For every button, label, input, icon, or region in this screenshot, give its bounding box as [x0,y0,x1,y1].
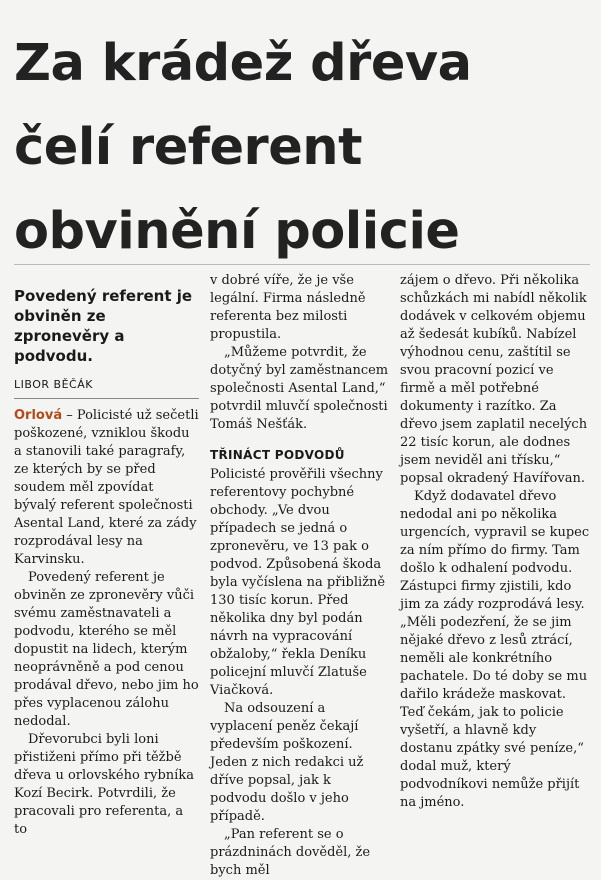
headline [14,22,594,274]
body-paragraph: Dřevorubci byli loni přistiženi přímo při těžbě dřeva u orlovského rybníka Kozí Becirk. Potvrdili, že pracovali pro referenta, a to [14,732,194,837]
body-paragraph: Povedený referent je obviněn ze zpronevěry vůči svému zaměstnavateli a podvodu, kterého se měl dopustit na lidech, kterým neoprávněně a pod cenou prodával dřevo, nebo jim ho přes vyplacenou zálohu nedodal. [14,570,199,729]
body-paragraph: Na odsouzení a vyplacení peněz čekají především poškození. Jeden z nich redakci už dříve popsal, jak k podvodu došlo v jeho případě. [210,701,364,824]
headline-line-3: obvinění policie [14,202,460,261]
body-text: – Policisté už sečetli poškozené, vzniklou škodu a stanovili také paragrafy, ze kterých by se před soudem měl zpovídat bývalý referent společnosti Asental Land, které za zády rozprodával lesy na Karvinsku. [14,408,199,567]
column-1 [14,276,199,839]
body-paragraph: zájem o dřevo. Při několika schůzkách mi nabídl několik dodávek v celkovém objemu až šedesát kubíků. Nabízel výhodnou cenu, zaštítil se svou pracovní pozicí ve firmě a měl potřebné dokumenty i razítko. Za dřevo jsem zaplatil necelých 22 tisíc korun, ale dodnes jsem neviděl ani třísku,“ popsal okradený Havířovan. [400,273,588,486]
body-paragraph: „Pan referent se o prázdninách dověděl, že bych měl [210,827,371,878]
body-paragraph: Policisté prověřili všechny referentovy pochybné obchody. „Ve dvou případech se jedná o zpronevěru, ve 13 pak o podvod. Způsobená škoda byla vyčíslena na přibližně 130 tisíc korun. Před několika dny byl podán návrh na vypracování obžaloby,“ řekla Deníku policejní mluvčí Zlatuše Viačková. [210,467,386,698]
body-paragraph [14,407,199,569]
column-2 [210,272,390,880]
body-paragraph: Když dodavatel dřevo nedodal ani po několika urgencích, vypravil se kupec za ním přímo do firmy. Tam došlo k odhalení podvodu. Zástupci firmy zjistili, kdo jim za zády rozprodává lesy. „Měli podezření, že se jim nějaké dřevo z lesů ztrácí, neměli ale konkrétního pachatele. Do té doby se mu dařilo krádeže maskovat. Teď čekám, jak to policie vyšetří, a hlavně kdy dostanu zpátky své peníze,“ dodal muž, který podvodníkovi nemůže přijít na jméno. [400,489,590,810]
dateline-place: Orlová [14,408,63,423]
byline: LIBOR BĚČÁK [14,376,199,399]
headline-line-2: čelí referent [14,118,362,177]
column-3 [400,272,590,812]
subheading: TŘINÁCT PODVODŮ [210,448,345,462]
body-paragraph: v dobré víře, že je vše legální. Firma následně referenta bez milosti propustila. [210,273,366,342]
lead-paragraph: Povedený referent je obviněn ze zpronevěry a podvodu. [14,287,193,365]
headline-line-1: Za krádež dřeva [14,34,472,93]
body-paragraph: „Můžeme potvrdit, že dotyčný byl zaměstnancem společnosti Asental Land,“ potvrdil mluvčí společnosti Tomáš Nešťák. [210,345,389,432]
headline-divider [14,264,590,265]
